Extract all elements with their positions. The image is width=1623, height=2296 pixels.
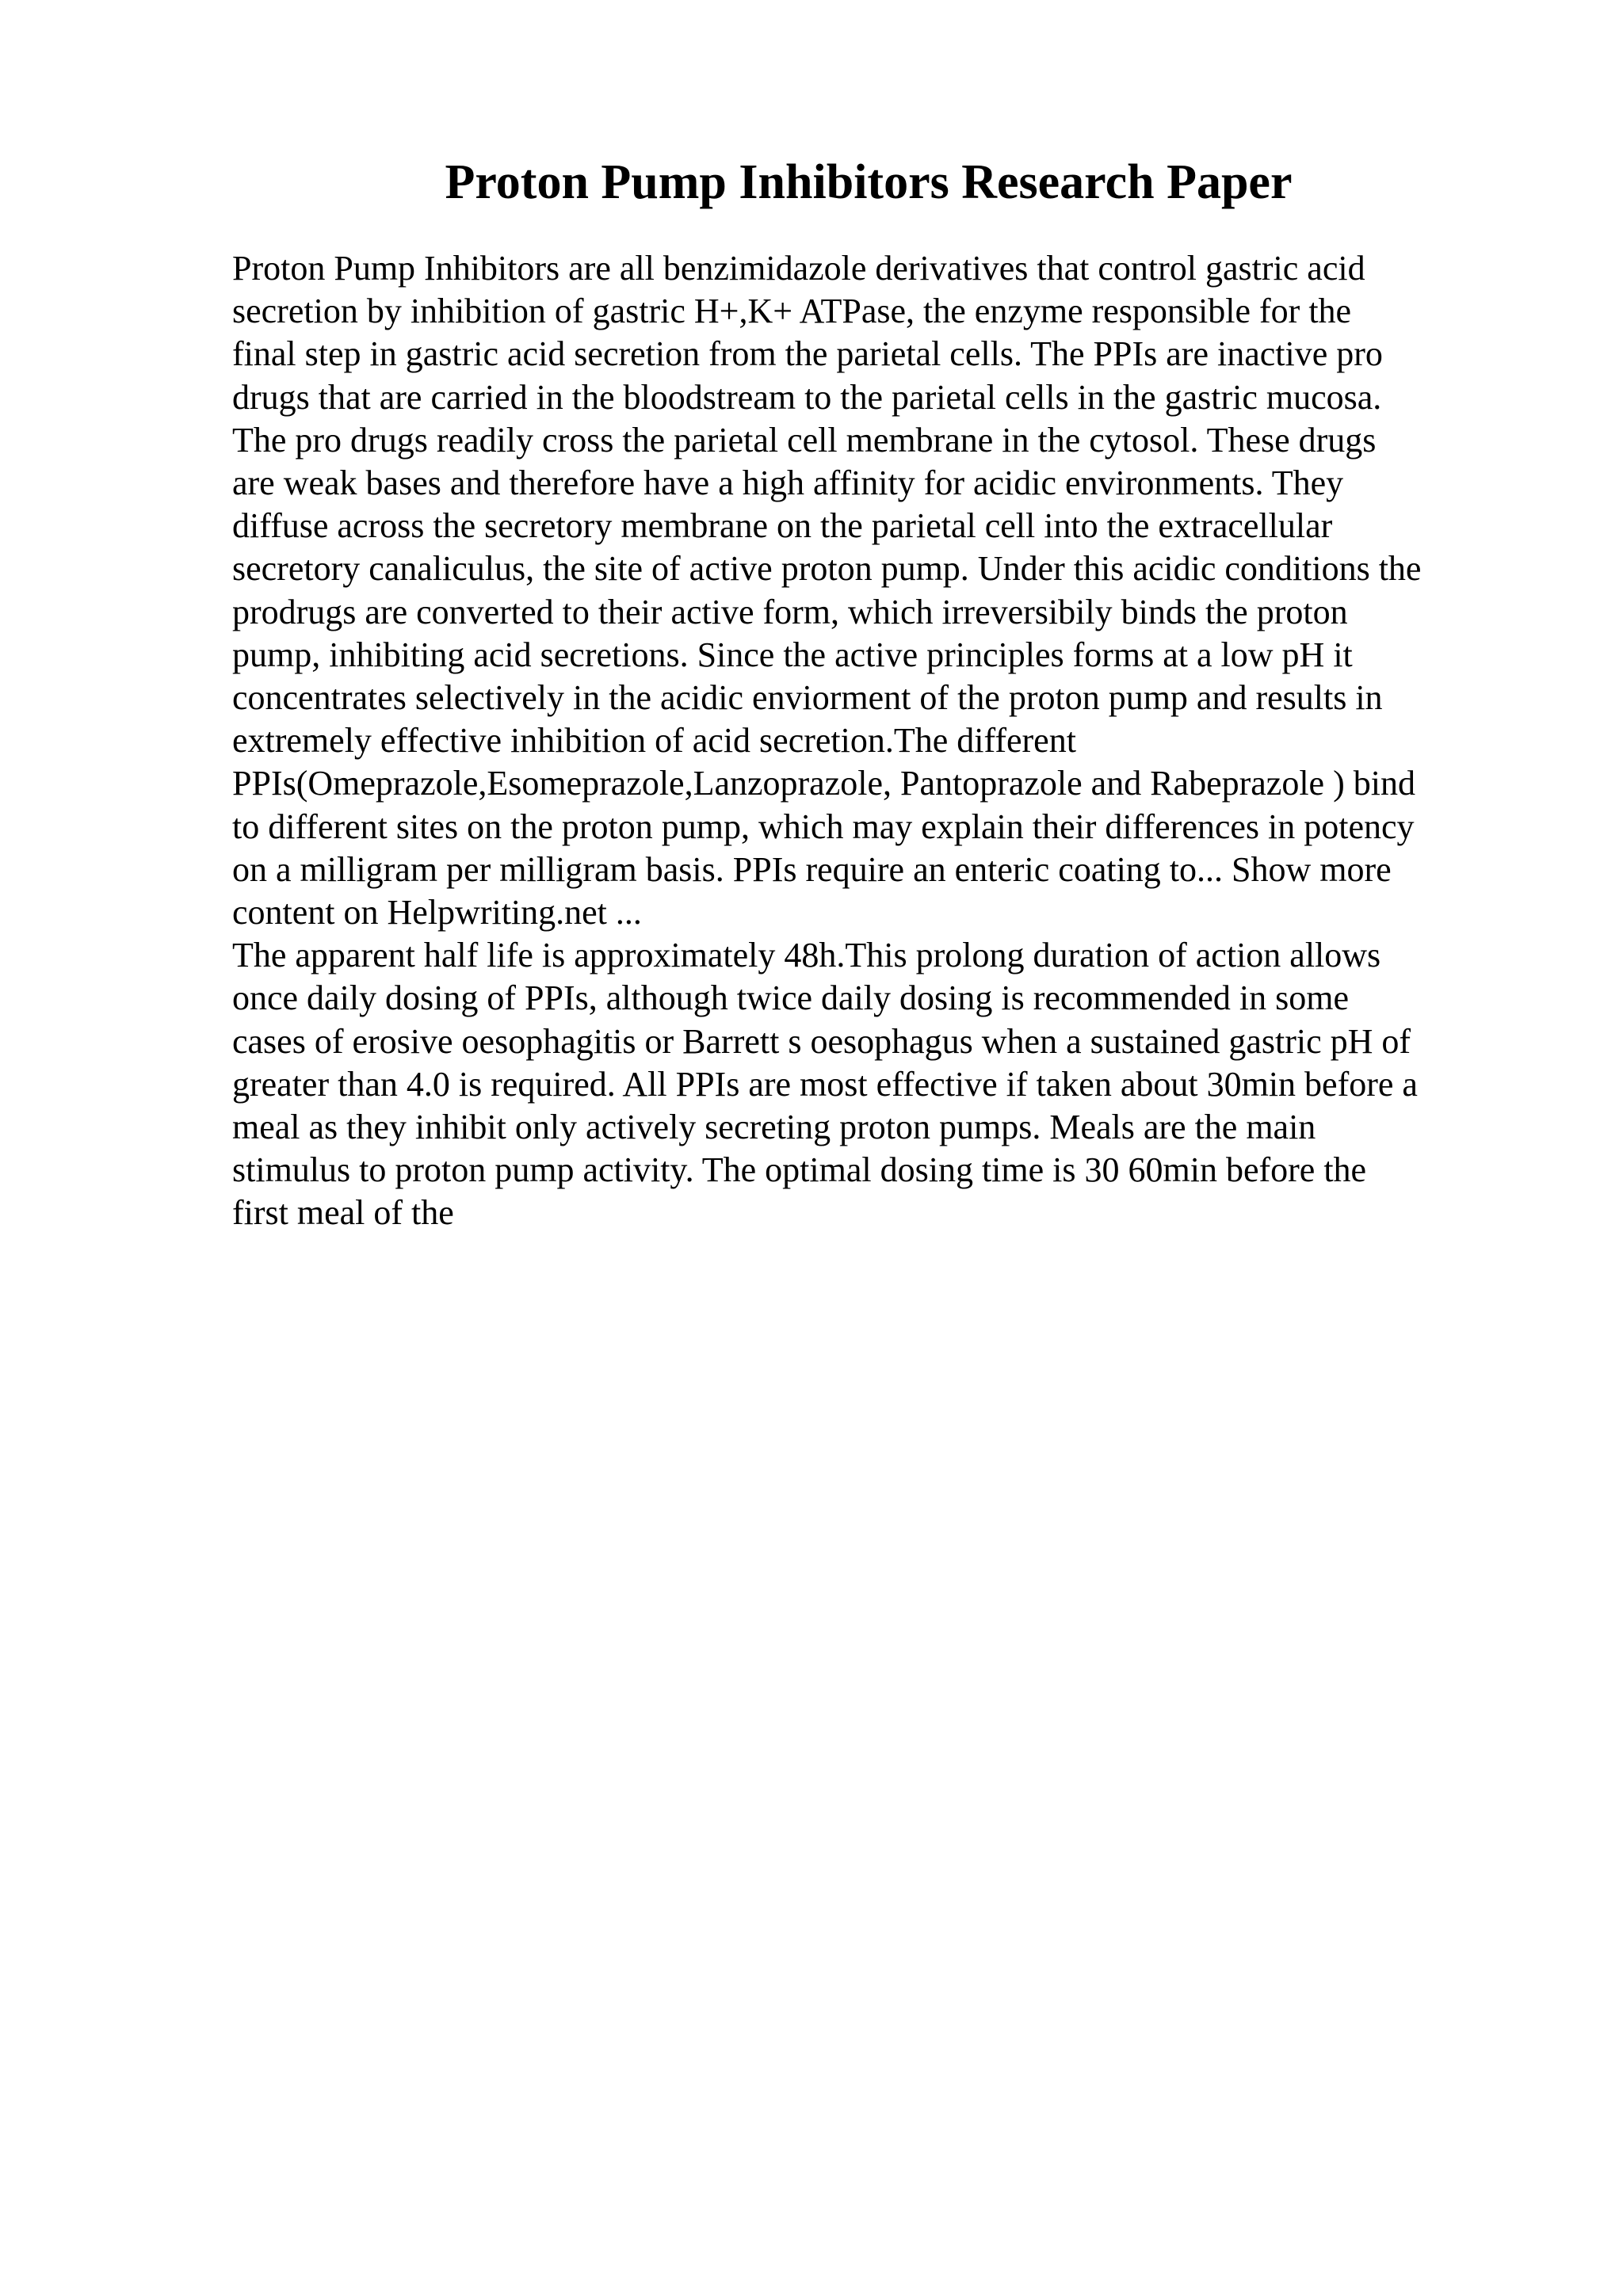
text-line: stimulus to proton pump activity. The optimal dosing time is 30 60min before the	[232, 1150, 1367, 1190]
text-line: content on Helpwriting.net ...	[232, 893, 642, 933]
text-line: The apparent half life is approximately 48h.This prolong duration of action allows	[232, 936, 1381, 975]
text-line: final step in gastric acid secretion from the parietal cells. The PPIs are inactive pro	[232, 334, 1383, 374]
text-line: Proton Pump Inhibitors are all benzimidazole derivatives that control gastric acid	[232, 249, 1365, 288]
text-line: concentrates selectively in the acidic enviorment of the proton pump and results in	[232, 678, 1383, 718]
text-line: The pro drugs readily cross the parietal cell membrane in the cytosol. These drugs	[232, 420, 1377, 460]
body-text	[232, 247, 1516, 1235]
text-line: secretion by inhibition of gastric H+,K+ ATPase, the enzyme responsible for the	[232, 292, 1352, 331]
text-line: to different sites on the proton pump, which may explain their differences in potency	[232, 807, 1415, 846]
text-line: extremely effective inhibition of acid secretion.The different	[232, 721, 1076, 761]
text-line: diffuse across the secretory membrane on the parietal cell into the extracellular	[232, 506, 1333, 546]
text-line: meal as they inhibit only actively secreting proton pumps. Meals are the main	[232, 1108, 1316, 1147]
text-line: pump, inhibiting acid secretions. Since the active principles forms at a low pH it	[232, 635, 1353, 674]
page-title: Proton Pump Inhibitors Research Paper	[445, 155, 1293, 209]
text-line: secretory canaliculus, the site of active proton pump. Under this acidic conditions the	[232, 549, 1422, 589]
text-line: drugs that are carried in the bloodstream to the parietal cells in the gastric mucosa.	[232, 377, 1382, 417]
text-line: first meal of the	[232, 1193, 454, 1233]
text-line: PPIs(Omeprazole,Esomeprazole,Lanzoprazole, Pantoprazole and Rabeprazole ) bind	[232, 764, 1415, 803]
text-line: on a milligram per milligram basis. PPIs require an enteric coating to... Show more	[232, 849, 1392, 889]
text-line: cases of erosive oesophagitis or Barrett s oesophagus when a sustained gastric pH of	[232, 1021, 1411, 1061]
text-line: prodrugs are converted to their active form, which irreversibily binds the proton	[232, 592, 1348, 631]
text-line: once daily dosing of PPIs, although twice daily dosing is recommended in some	[232, 978, 1350, 1018]
text-line: greater than 4.0 is required. All PPIs are most effective if taken about 30min before a	[232, 1064, 1418, 1104]
text-line: are weak bases and therefore have a high affinity for acidic environments. They	[232, 463, 1344, 503]
